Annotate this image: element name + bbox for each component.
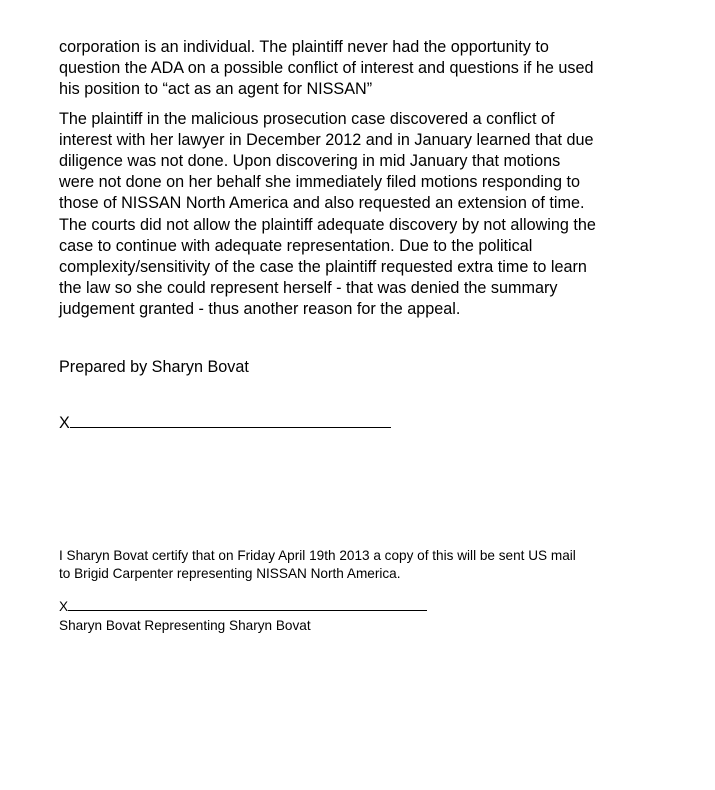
text-line: the law so she could represent herself - that was denied the summary bbox=[59, 279, 558, 297]
signature-caption: Sharyn Bovat Representing Sharyn Bovat bbox=[59, 618, 311, 633]
text-line: his position to “act as an agent for NISSAN” bbox=[59, 80, 373, 98]
text-line: case to continue with adequate representation. Due to the political bbox=[59, 237, 533, 255]
text-line: question the ADA on a possible conflict of interest and questions if he used bbox=[59, 59, 594, 77]
text-line: The courts did not allow the plaintiff adequate discovery by not allowing the bbox=[59, 216, 596, 234]
text-line: those of NISSAN North America and also requested an extension of time. bbox=[59, 194, 585, 212]
text-line: corporation is an individual. The plaintiff never had the opportunity to bbox=[59, 38, 549, 56]
signature-line-certifier bbox=[59, 599, 427, 614]
text-line: diligence was not done. Upon discovering in mid January that motions bbox=[59, 152, 561, 170]
text-line: interest with her lawyer in December 2012 and in January learned that due bbox=[59, 131, 594, 149]
signature-underline bbox=[70, 426, 391, 428]
text-line: The plaintiff in the malicious prosecution case discovered a conflict of bbox=[59, 110, 555, 128]
signature-underline bbox=[68, 609, 427, 611]
signature-mark: X bbox=[59, 414, 70, 432]
text-line: judgement granted - thus another reason for the appeal. bbox=[59, 300, 461, 318]
text-line: complexity/sensitivity of the case the plaintiff requested extra time to learn bbox=[59, 258, 587, 276]
text-line: were not done on her behalf she immediately filed motions responding to bbox=[59, 173, 581, 191]
text-line: to Brigid Carpenter representing NISSAN North America. bbox=[59, 566, 401, 581]
signature-mark: X bbox=[59, 599, 69, 614]
signature-line-preparer bbox=[59, 414, 391, 433]
text-line: I Sharyn Bovat certify that on Friday April 19th 2013 a copy of this will be sent US mail bbox=[59, 548, 576, 563]
prepared-by: Prepared by Sharyn Bovat bbox=[59, 358, 249, 376]
